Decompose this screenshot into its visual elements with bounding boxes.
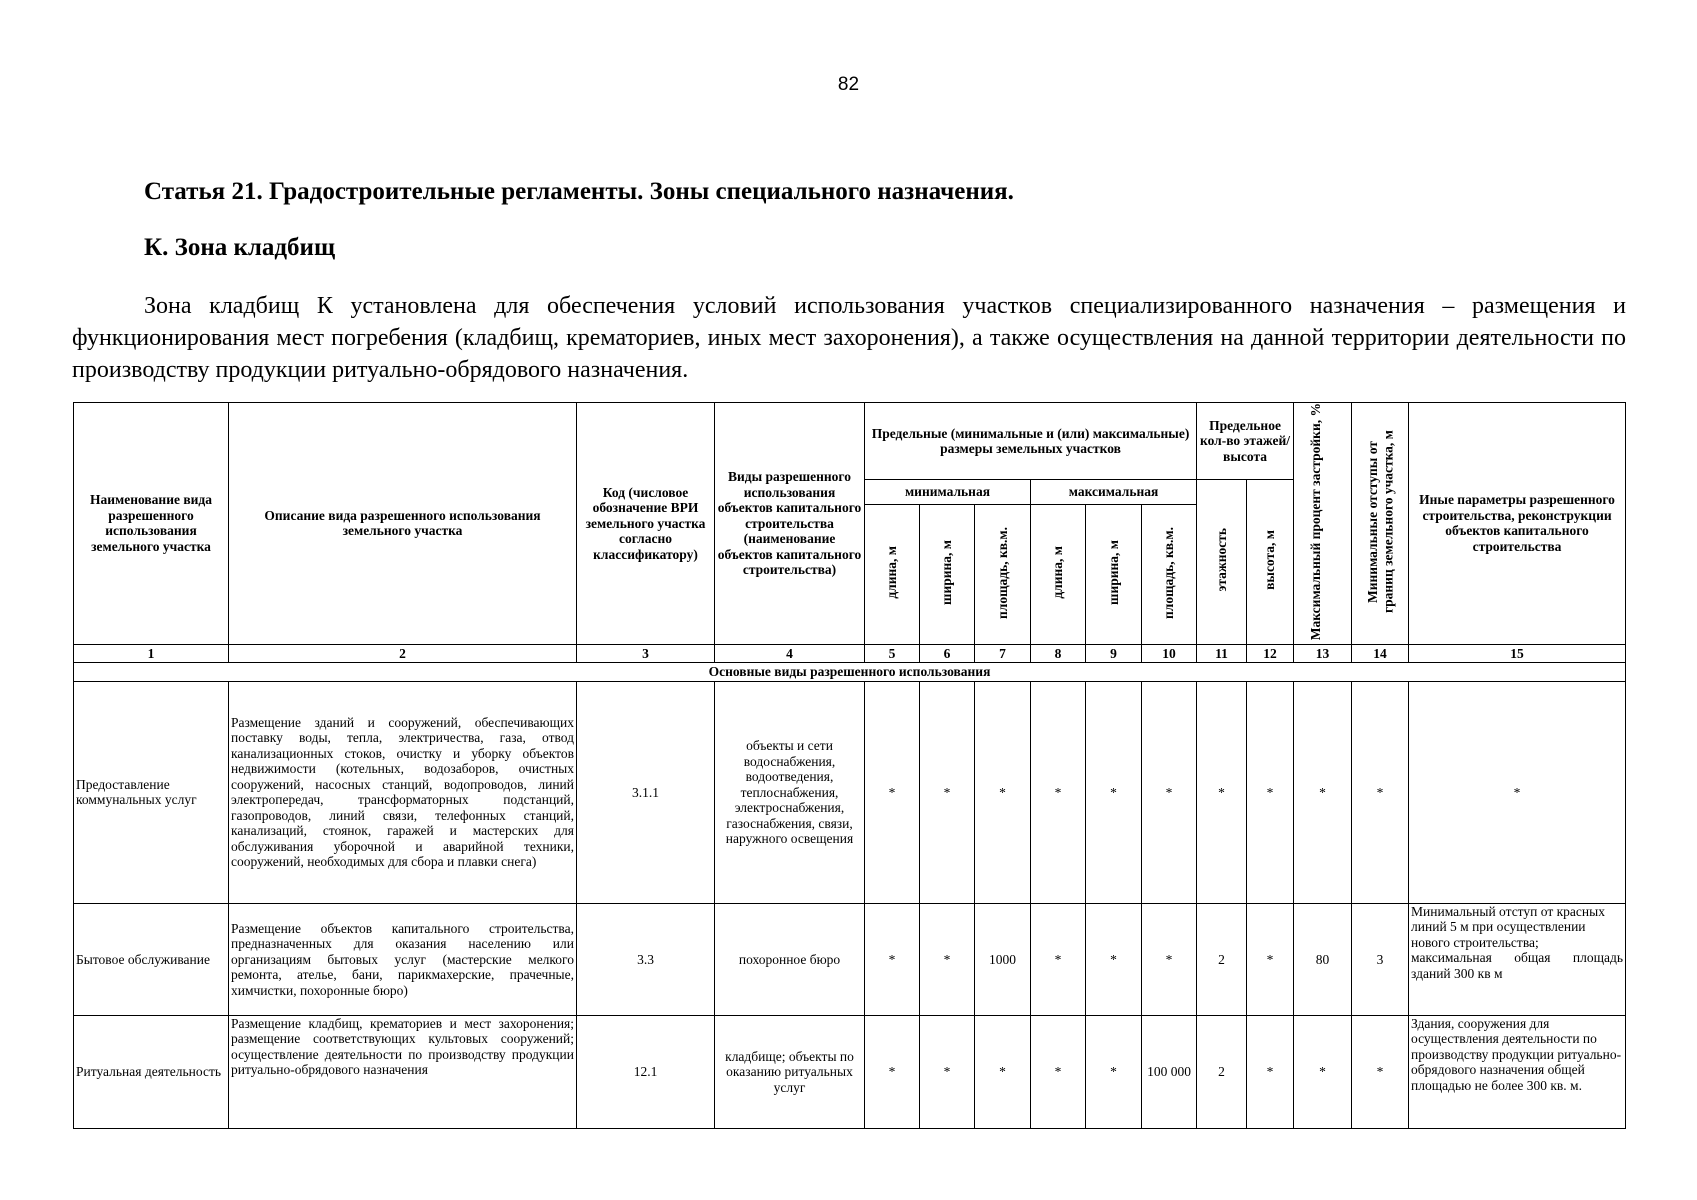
- row-value: *: [1086, 681, 1142, 903]
- header-floors-text: этажность: [1213, 528, 1229, 592]
- table-row: [74, 1015, 1626, 1128]
- header-min-area: [975, 504, 1031, 644]
- row-value: *: [1352, 681, 1409, 903]
- header-other: Иные параметры разрешенного строительства, реконструкции объектов капитального строительства: [1409, 403, 1626, 645]
- row-value: *: [1352, 1015, 1409, 1128]
- row-value: 1000: [975, 903, 1031, 1015]
- header-min: минимальная: [865, 480, 1031, 505]
- header-coverage-text: Максимальный процент застройки, %: [1307, 403, 1323, 641]
- header-max-area-text: площадь, кв.м.: [1161, 526, 1177, 619]
- column-number: 10: [1142, 644, 1197, 662]
- header-description: Описание вида разрешенного использования земельного участка: [229, 403, 577, 645]
- row-description: Размещение зданий и сооружений, обеспечивающих поставку воды, тепла, электричества, газа, отвод канализационных стоков, очистку и уборку объектов недвижимости (котельных, водозаборов, очистных сооружений, насосных станций, водопроводов, линий электропередач, трансформаторных подстанций, газопроводов, линий связи, телефонных станций, канализаций, стоянок, гаражей и мастерских для обслуживания уборочной и аварийной техники, сооружений, необходимых для сбора и плавки снега): [229, 681, 577, 903]
- header-min-width-text: ширина, м: [939, 540, 955, 605]
- row-other: [1409, 903, 1626, 1015]
- header-max-length-text: длина, м: [1050, 546, 1066, 599]
- page-number: 82: [837, 74, 860, 95]
- column-number: 2: [229, 644, 577, 662]
- row-value: *: [865, 903, 920, 1015]
- header-height: [1247, 480, 1294, 645]
- row-value: *: [975, 1015, 1031, 1128]
- header-max-width: [1086, 504, 1142, 644]
- intro-text: Зона кладбищ К установлена для обеспечения условий использования участков специализированного назначения – размещения и функционирования мест погребения (кладбищ, крематориев, иных мест захоронения), а также осуществления на данной территории деятельности по производству продукции ритуально-обрядового назначения.: [72, 293, 1626, 383]
- zone-title: К. Зона кладбищ: [144, 234, 336, 261]
- header-height-text: высота, м: [1262, 530, 1278, 591]
- regulations-table: [73, 402, 1626, 1129]
- row-name: Бытовое обслуживание: [74, 903, 229, 1015]
- row-value: 3: [1352, 903, 1409, 1015]
- column-number: 4: [715, 644, 865, 662]
- row-code: 3.1.1: [577, 681, 715, 903]
- row-objects: кладбище; объекты по оказанию ритуальных услуг: [715, 1015, 865, 1128]
- header-min-length: [865, 504, 920, 644]
- row-other-line: максимальная общая площадь зданий 300 кв м: [1411, 950, 1624, 981]
- row-other-line: Минимальный отступ от красных линий 5 м при осуществлении нового строительства;: [1411, 903, 1605, 950]
- header-floors: [1197, 480, 1247, 645]
- row-value: *: [1247, 903, 1294, 1015]
- column-number: 6: [920, 644, 975, 662]
- row-value: *: [920, 1015, 975, 1128]
- column-number: 12: [1247, 644, 1294, 662]
- row-value: *: [975, 681, 1031, 903]
- column-number: 14: [1352, 644, 1409, 662]
- row-value: *: [865, 681, 920, 903]
- row-value: *: [1247, 1015, 1294, 1128]
- row-value: 2: [1197, 903, 1247, 1015]
- header-limits: Предельные (минимальные и (или) максимальные) размеры земельных участков: [865, 403, 1197, 480]
- header-floors-group: Предельное кол-во этажей/ высота: [1197, 403, 1294, 480]
- header-min-area-text: площадь, кв.м.: [994, 526, 1010, 619]
- header-name: Наименование вида разрешенного использования земельного участка: [74, 403, 229, 645]
- header-min-length-text: длина, м: [884, 546, 900, 599]
- row-value: *: [920, 681, 975, 903]
- row-description: Размещение объектов капитального строительства, предназначенных для оказания населению или организациям бытовых услуг (мастерские мелкого ремонта, ателье, бани, парикмахерские, прачечные, химчистки, похоронные бюро): [229, 903, 577, 1015]
- row-value: *: [1197, 681, 1247, 903]
- section-row: [74, 662, 1626, 681]
- header-max-length: [1031, 504, 1086, 644]
- column-number: 15: [1409, 644, 1626, 662]
- row-code: 12.1: [577, 1015, 715, 1128]
- column-number: 5: [865, 644, 920, 662]
- row-value: *: [1142, 903, 1197, 1015]
- row-name: Предоставление коммунальных услуг: [74, 681, 229, 903]
- row-value: 100 000: [1142, 1015, 1197, 1128]
- row-description: Размещение кладбищ, крематориев и мест захоронения; размещение соответствующих культовых сооружений; осуществление деятельности по производству продукции ритуально-обрядового назначения: [229, 1015, 577, 1128]
- row-value: *: [1031, 903, 1086, 1015]
- column-number: 9: [1086, 644, 1142, 662]
- table-row: [74, 681, 1626, 903]
- row-value: *: [1086, 1015, 1142, 1128]
- header-max-area: [1142, 504, 1197, 644]
- header-code: Код (числовое обозначение ВРИ земельного участка согласно классификатору): [577, 403, 715, 645]
- column-number: 7: [975, 644, 1031, 662]
- column-number: 3: [577, 644, 715, 662]
- column-number: 13: [1294, 644, 1352, 662]
- row-code: 3.3: [577, 903, 715, 1015]
- row-name: Ритуальная деятельность: [74, 1015, 229, 1128]
- article-title: Статья 21. Градостроительные регламенты. Зоны специального назначения.: [144, 178, 1014, 205]
- row-value: 80: [1294, 903, 1352, 1015]
- row-value: *: [920, 903, 975, 1015]
- row-value: *: [1247, 681, 1294, 903]
- column-number: 11: [1197, 644, 1247, 662]
- row-value: *: [1086, 903, 1142, 1015]
- section-label: Основные виды разрешенного использования: [74, 662, 1626, 681]
- row-value: *: [1031, 681, 1086, 903]
- column-numbers-row: [74, 644, 1626, 662]
- row-value: 2: [1197, 1015, 1247, 1128]
- intro-paragraph: [72, 290, 1626, 386]
- column-number: 1: [74, 644, 229, 662]
- header-max-width-text: ширина, м: [1105, 540, 1121, 605]
- row-objects: похоронное бюро: [715, 903, 865, 1015]
- header-objects: Виды разрешенного использования объектов капитального строительства (наименование объектов капитального строительства): [715, 403, 865, 645]
- header-min-width: [920, 504, 975, 644]
- row-other: *: [1409, 681, 1626, 903]
- row-objects: объекты и сети водоснабжения, водоотведения, теплоснабжения, электроснабжения, газоснабжения, связи, наружного освещения: [715, 681, 865, 903]
- table-row: [74, 903, 1626, 1015]
- column-number: 8: [1031, 644, 1086, 662]
- header-setbacks: [1352, 403, 1409, 645]
- row-value: *: [1294, 1015, 1352, 1128]
- header-coverage: [1294, 403, 1352, 645]
- row-other: Здания, сооружения для осуществления деятельности по производству продукции ритуально-обрядового назначения общей площадью не более 300 кв. м.: [1409, 1015, 1626, 1128]
- header-setbacks-text: Минимальные отступы от границ земельного участка, м: [1365, 430, 1396, 614]
- row-value: *: [1294, 681, 1352, 903]
- row-value: *: [865, 1015, 920, 1128]
- header-max: максимальная: [1031, 480, 1197, 505]
- row-value: *: [1142, 681, 1197, 903]
- row-value: *: [1031, 1015, 1086, 1128]
